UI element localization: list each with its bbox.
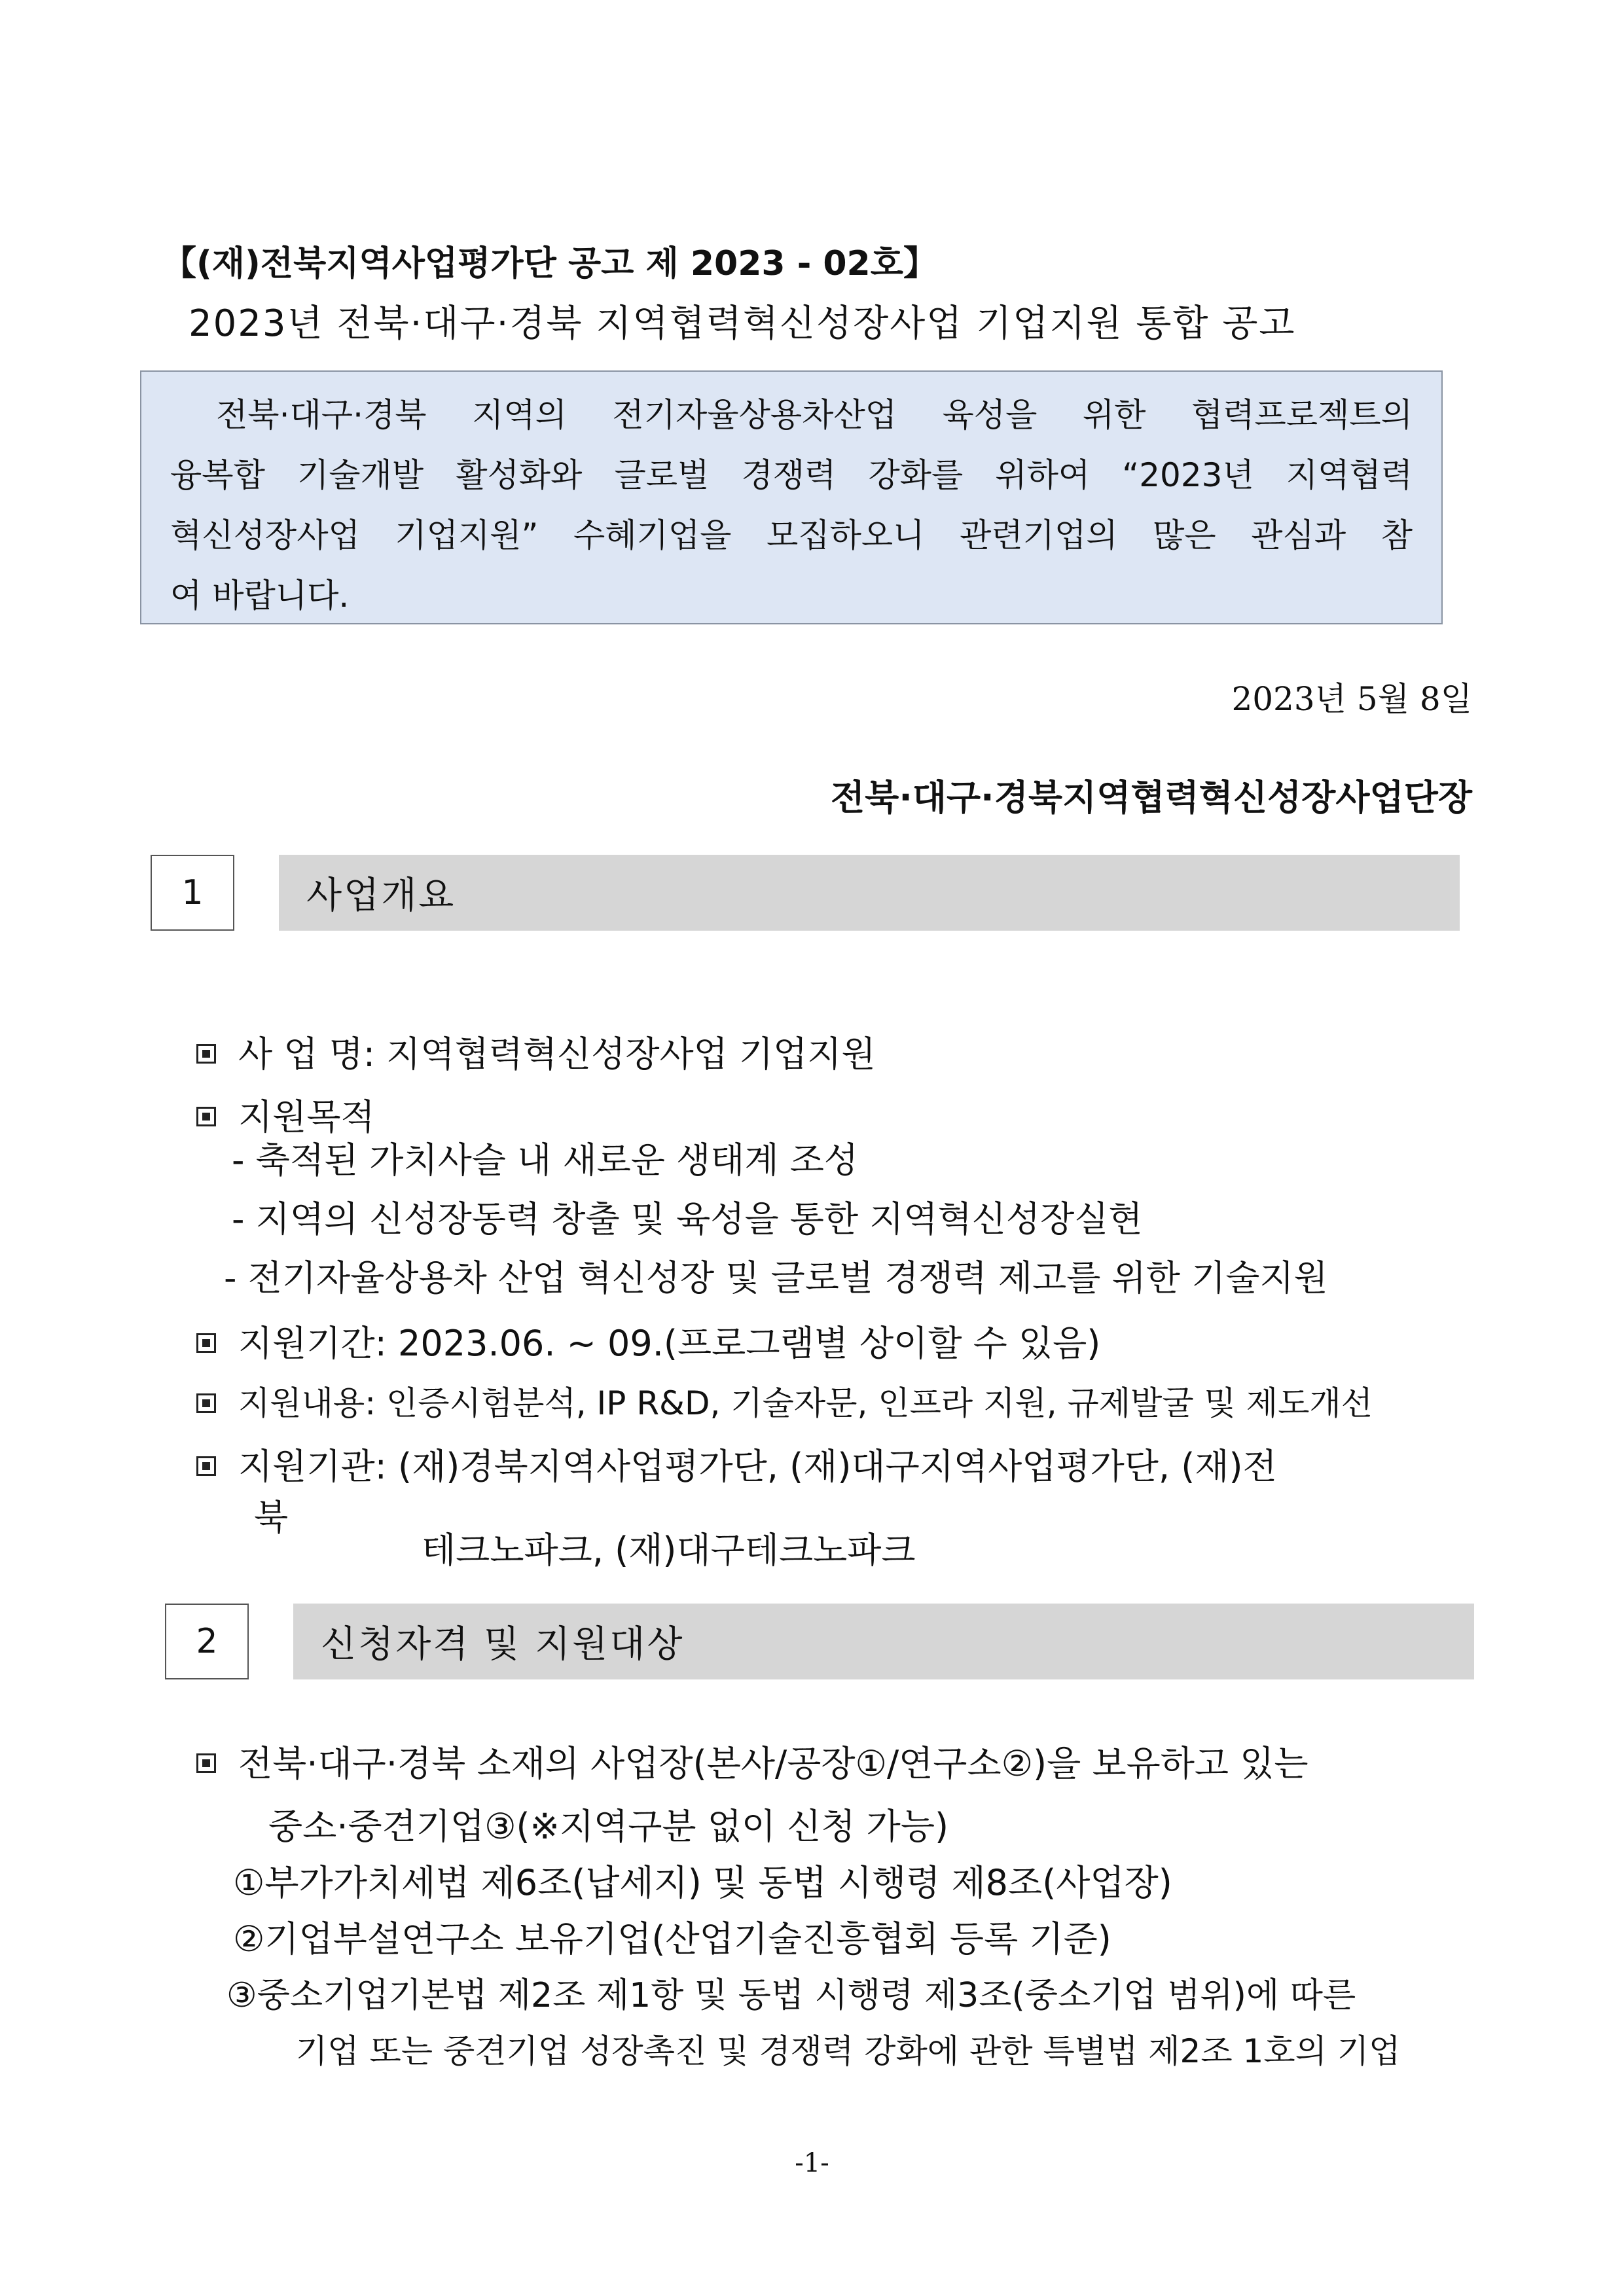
agency-item-cont: 테크노파크, (재)대구테크노파크 — [422, 1530, 916, 1571]
intro-line: 전북·대구·경북 지역의 전기자율상용차산업 육성을 위한 협력프로젝트의 — [216, 396, 1413, 434]
eligibility-item: 전북·대구·경북 소재의 사업장(본사/공장①/연구소②)을 보유하고 있는 — [196, 1736, 1308, 1786]
purpose-sub-item: - 전기자율상용차 산업 혁신성장 및 글로벌 경쟁력 제고를 위한 기술지원 — [224, 1257, 1328, 1299]
square-bullet-icon — [196, 1107, 216, 1126]
section-number: 1 — [151, 855, 234, 931]
agency-item-cont: 북 — [254, 1497, 289, 1538]
notice-title: 【(재)전북지역사업평가단 공고 제 2023 - 02호】 — [162, 244, 937, 283]
purpose-sub-item: - 지역의 신성장동력 창출 및 육성을 통한 지역혁신성장실현 — [232, 1198, 1143, 1240]
intro-line: 혁신성장사업 기업지원” 수혜기업을 모집하오니 관련기업의 많은 관심과 참 — [170, 516, 1413, 554]
content-item: 지원내용: 인증시험분석, IP R&D, 기술자문, 인프라 지원, 규제발굴 및 제도개선 — [196, 1377, 1373, 1424]
period-item: 지원기간: 2023.06. ~ 09.(프로그램별 상이할 수 있음) — [196, 1316, 1100, 1366]
notice-date: 2023년 5월 8일 — [1231, 680, 1472, 718]
document-title: 2023년 전북·대구·경북 지역협력혁신성장사업 기업지원 통합 공고 — [189, 302, 1296, 345]
square-bullet-icon — [196, 1333, 216, 1353]
square-bullet-icon — [196, 1044, 216, 1064]
footnote-item: ②기업부설연구소 보유기업(산업기술진흥협회 등록 기준) — [233, 1918, 1111, 1960]
issuer-name: 전북·대구·경북지역협력혁신성장사업단장 — [831, 777, 1472, 818]
section-number: 2 — [165, 1604, 249, 1679]
agency-item: 지원기관: (재)경북지역사업평가단, (재)대구지역사업평가단, (재)전 — [196, 1439, 1277, 1489]
page-number: -1- — [795, 2148, 829, 2178]
footnote-item-cont: 기업 또는 중견기업 성장촉진 및 경쟁력 강화에 관한 특별법 제2조 1호의 기업 — [296, 2032, 1401, 2070]
footnote-item: ③중소기업기본법 제2조 제1항 및 동법 시행령 제3조(중소기업 범위)에 따른 — [226, 1976, 1356, 2015]
purpose-item: 지원목적 — [196, 1089, 375, 1139]
square-bullet-icon — [196, 1753, 216, 1773]
intro-box — [140, 370, 1443, 624]
eligibility-item-cont: 중소·중견기업③(※지역구분 없이 신청 가능) — [268, 1806, 949, 1847]
purpose-sub-item: - 축적된 가치사슬 내 새로운 생태계 조성 — [232, 1139, 859, 1181]
intro-line: 융복합 기술개발 활성화와 글로벌 경쟁력 강화를 위하여 “2023년 지역협력 — [170, 456, 1413, 494]
section-title: 사업개요 — [279, 855, 1460, 931]
square-bullet-icon — [196, 1456, 216, 1476]
section-title: 신청자격 및 지원대상 — [293, 1604, 1474, 1679]
intro-line: 여 바랍니다. — [170, 577, 350, 615]
footnote-item: ①부가가치세법 제6조(납세지) 및 동법 시행령 제8조(사업장) — [233, 1862, 1172, 1903]
business-name-item: 사 업 명: 지역협력혁신성장사업 기업지원 — [196, 1026, 876, 1077]
square-bullet-icon — [196, 1393, 216, 1413]
